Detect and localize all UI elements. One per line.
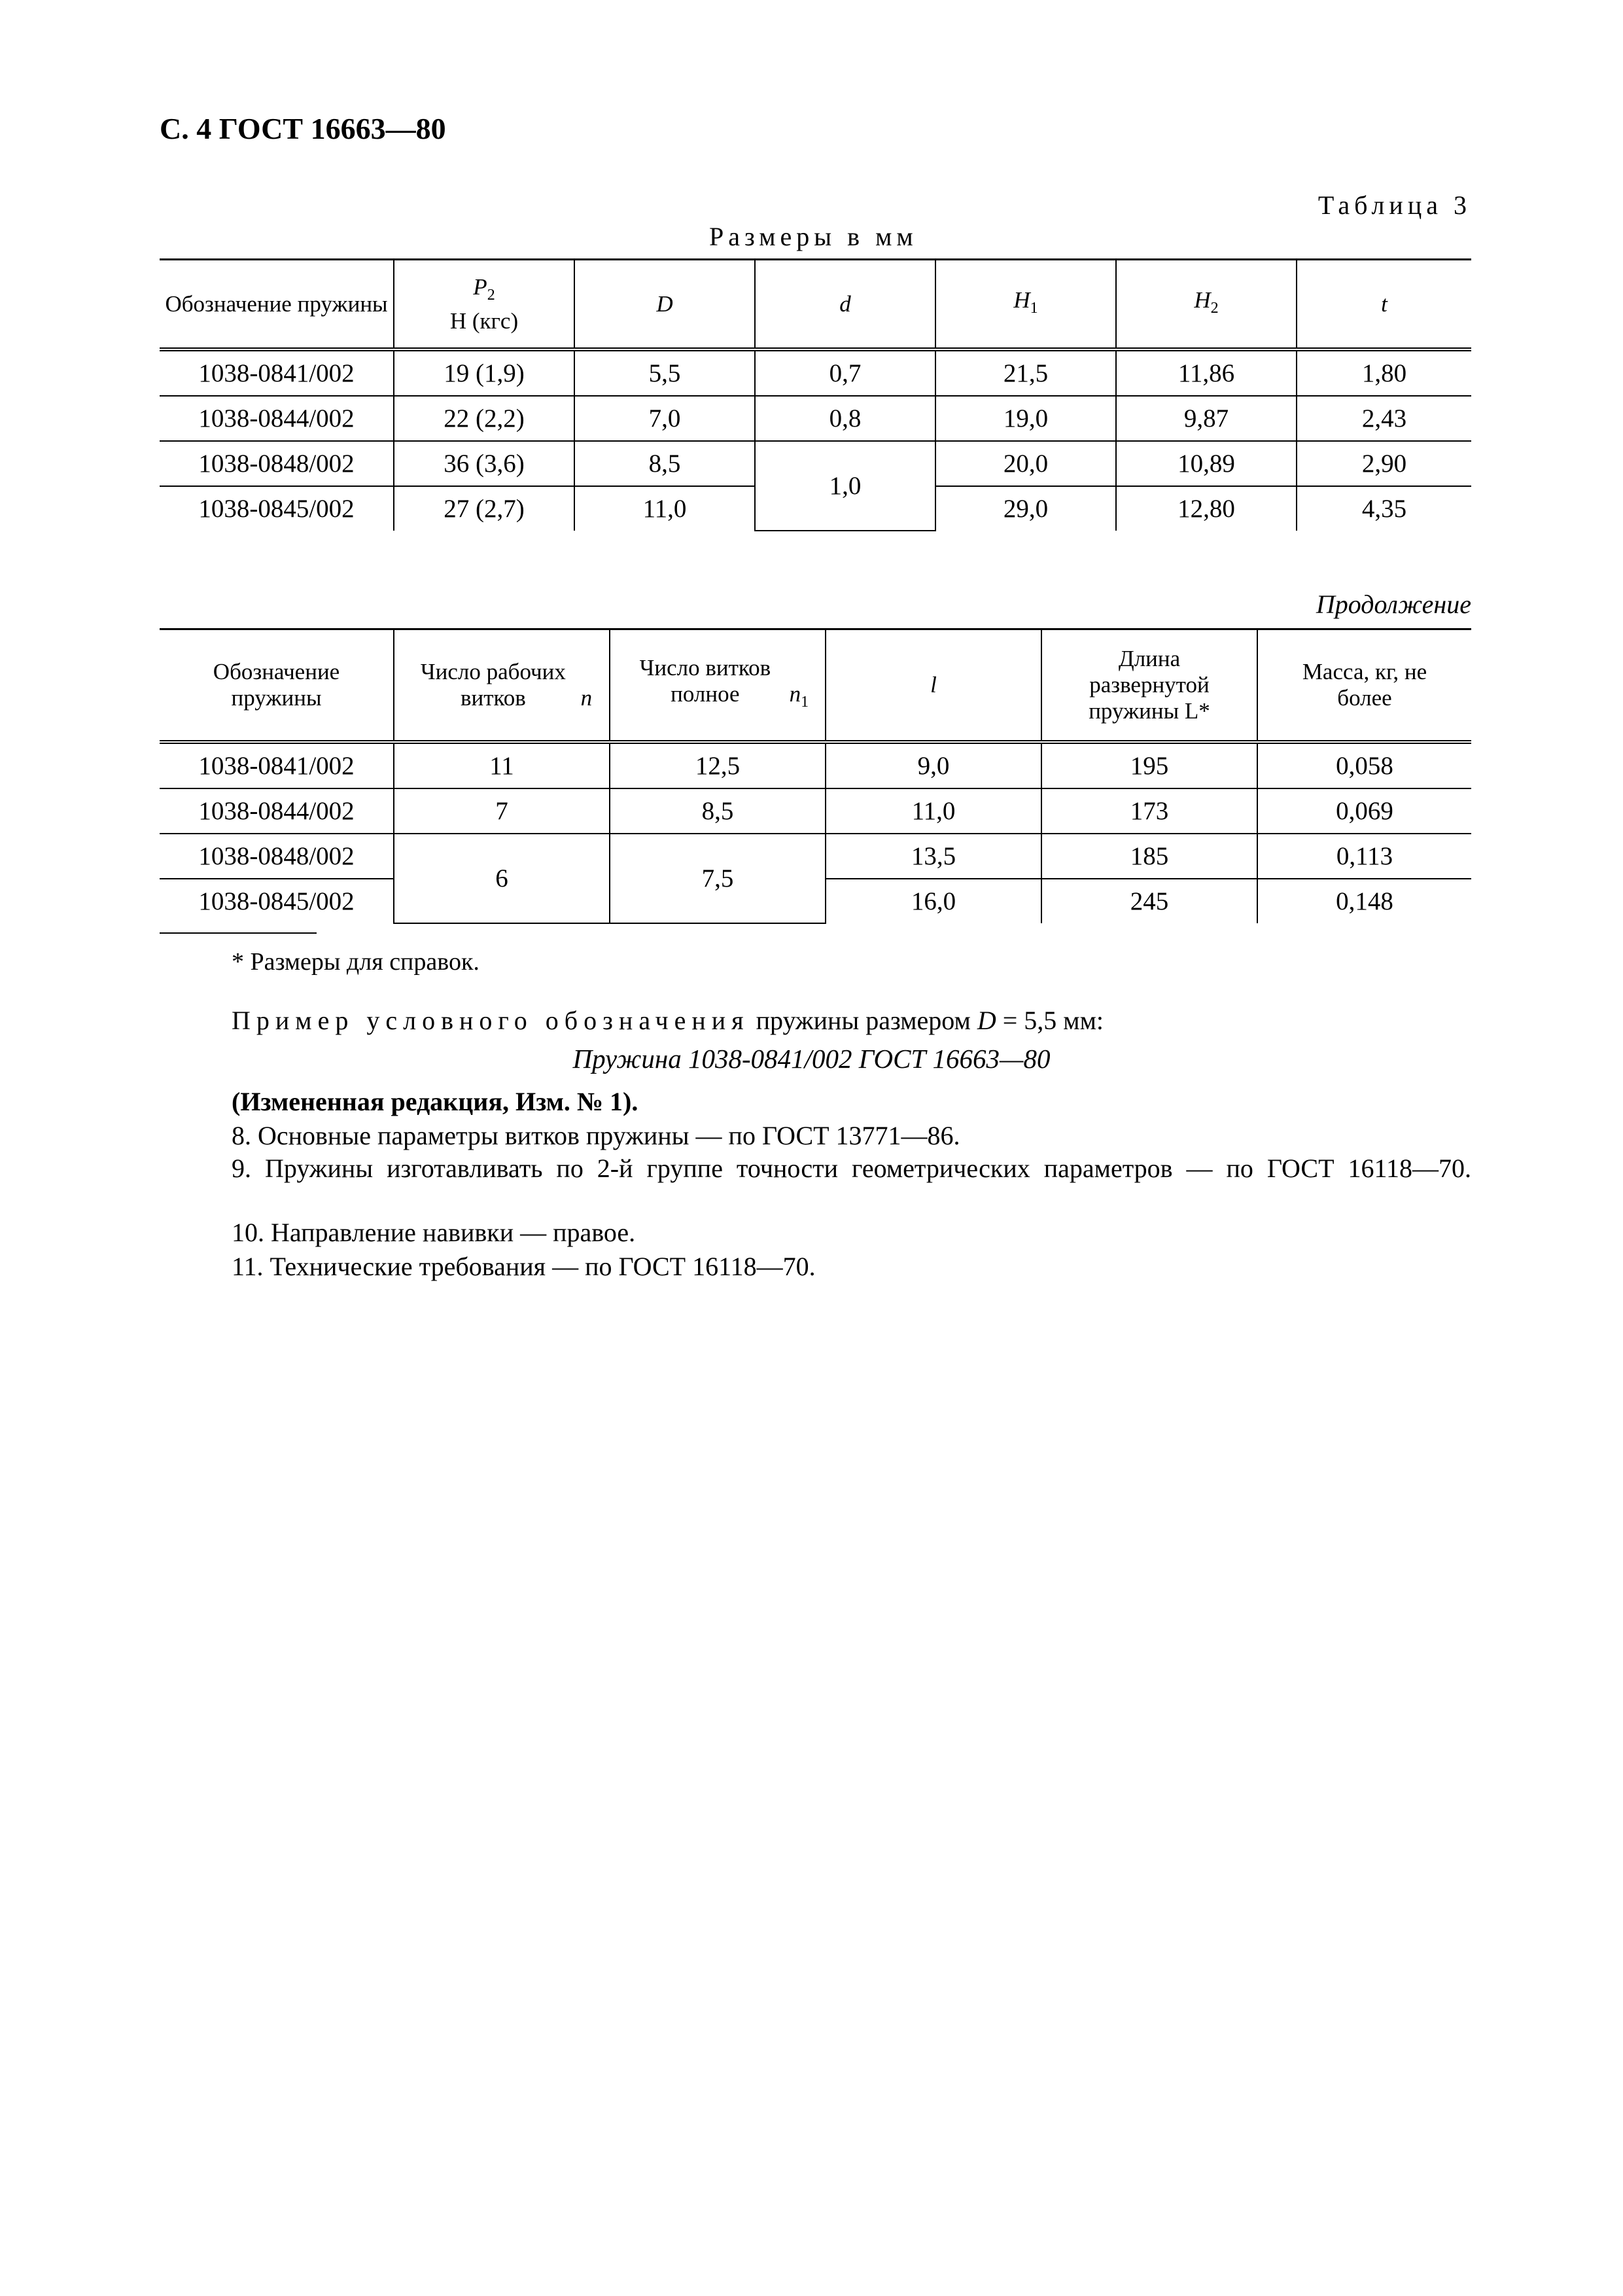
cell-n-merged: 6 [394,834,610,923]
header-D: D [574,260,755,350]
cell-t: 1,80 [1297,349,1471,396]
cell-t: 2,43 [1297,396,1471,441]
cell-designation: 1038-0845/002 [160,879,394,923]
example-designation: Пружина 1038-0841/002 ГОСТ 16663—80 [572,1044,1051,1074]
page-header: С. 4 ГОСТ 16663—80 [160,112,446,145]
cell-t: 4,35 [1297,486,1471,531]
table-header-row [160,629,1471,743]
paragraph-9: 9. Пружины изготавливать по 2-й группе точности геометрических параметров — по ГОСТ 16118—70. [232,1154,1471,1183]
cell-h2: 12,80 [1116,486,1297,531]
header-l: l [826,629,1041,743]
cell-h1: 21,5 [935,349,1116,396]
table-row [160,441,1471,486]
cell-length: 195 [1041,742,1257,788]
units-label: Размеры в мм [709,222,918,251]
cell-h1: 20,0 [935,441,1116,486]
paragraph-8: 8. Основные параметры витков пружины — по ГОСТ 13771—86. [232,1121,960,1150]
cell-length: 185 [1041,834,1257,879]
spring-coils-table [160,628,1471,924]
cell-p2: 36 (3,6) [394,441,574,486]
cell-D: 7,0 [574,396,755,441]
header-h1: $H_1$ [935,260,1116,350]
cell-mass: 0,069 [1257,788,1471,834]
cell-d-merged: 1,0 [755,441,935,531]
header-length: Длина развернутой пружины L* [1041,629,1257,743]
cell-designation: 1038-0841/002 [160,742,394,788]
revision-note: (Измененная редакция, Изм. № 1). [232,1087,638,1116]
cell-designation: 1038-0848/002 [160,441,394,486]
header-h2: $H_2$ [1116,260,1297,350]
cell-designation: 1038-0844/002 [160,396,394,441]
header-designation: Обозначение пружины [160,260,394,350]
cell-n1: 12,5 [610,742,826,788]
cell-h2: 11,86 [1116,349,1297,396]
header-working-coils: Число рабочих витков n [394,629,610,743]
cell-n1: 8,5 [610,788,826,834]
cell-length: 245 [1041,879,1257,923]
cell-l: 9,0 [826,742,1041,788]
cell-n: 11 [394,742,610,788]
cell-l: 16,0 [826,879,1041,923]
cell-t: 2,90 [1297,441,1471,486]
cell-designation: 1038-0845/002 [160,486,394,531]
cell-n: 7 [394,788,610,834]
cell-D: 8,5 [574,441,755,486]
cell-p2: 22 (2,2) [394,396,574,441]
table-label: Таблица 3 [1318,190,1471,220]
example-symbol: D [977,1006,996,1035]
cell-D: 11,0 [574,486,755,531]
spring-dimensions-table [160,258,1471,531]
cell-mass: 0,113 [1257,834,1471,879]
table-header-row [160,260,1471,350]
cell-l: 13,5 [826,834,1041,879]
cell-d: 0,8 [755,396,935,441]
continuation-label: Продолжение [1316,590,1471,619]
header-total-coils: Число витков полное $n_1$ [610,629,826,743]
cell-l: 11,0 [826,788,1041,834]
cell-mass: 0,058 [1257,742,1471,788]
cell-designation: 1038-0848/002 [160,834,394,879]
cell-h1: 29,0 [935,486,1116,531]
header-mass: Масса, кг, не более [1257,629,1471,743]
cell-n1-merged: 7,5 [610,834,826,923]
footnote-divider [160,932,317,934]
table-row [160,742,1471,788]
example-line [232,1005,1104,1036]
header-t: t [1297,260,1471,350]
cell-designation: 1038-0844/002 [160,788,394,834]
header-p2: $P_2$ Н (кгс) [394,260,574,350]
header-designation: Обозначение пружины [160,629,394,743]
example-value: = 5,5 мм: [996,1006,1104,1035]
paragraph-10: 10. Направление навивки — правое. [232,1218,636,1247]
cell-length: 173 [1041,788,1257,834]
table-row [160,349,1471,396]
table-row [160,396,1471,441]
cell-p2: 27 (2,7) [394,486,574,531]
table-row [160,788,1471,834]
table-row [160,834,1471,879]
cell-h2: 10,89 [1116,441,1297,486]
cell-mass: 0,148 [1257,879,1471,923]
cell-h1: 19,0 [935,396,1116,441]
cell-h2: 9,87 [1116,396,1297,441]
cell-d: 0,7 [755,349,935,396]
paragraph-11: 11. Технические требования — по ГОСТ 16118—70. [232,1252,816,1281]
cell-D: 5,5 [574,349,755,396]
header-d: d [755,260,935,350]
cell-designation: 1038-0841/002 [160,349,394,396]
example-heading: Пример условного обозначения [232,1006,750,1035]
example-text: пружины размером [749,1006,977,1035]
footnote: * Размеры для справок. [232,948,480,976]
cell-p2: 19 (1,9) [394,349,574,396]
